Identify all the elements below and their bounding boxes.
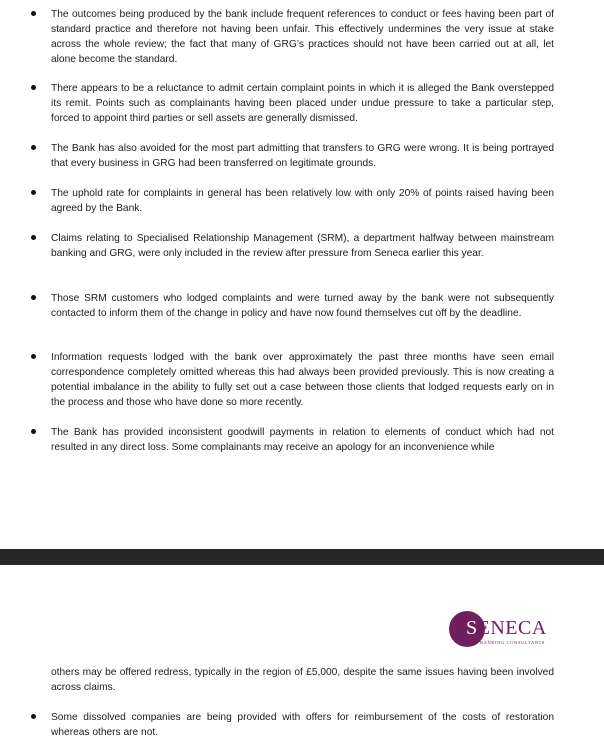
logo-wordmark: SENECA — [466, 617, 547, 639]
bullet-text: There appears to be a reluctance to admit certain complaint points in which it is alleged the Bank overstepped its remit. Points such as complainants having been placed under undue pressure to take a particular step, forced to appoint third parties or sell assets are generally dismissed. — [51, 83, 554, 124]
bullet-text: The Bank has also avoided for the most part admitting that transfers to GRG were wrong. It is being portrayed that every business in GRG had been transferred on legitimate grounds. — [51, 143, 554, 169]
document-page-2 — [0, 565, 604, 753]
bullet-icon — [31, 429, 36, 434]
bullet-text: Information requests lodged with the bank over approximately the past three months have seen email correspondence completely omitted whereas this had always been provided previously. This is now creating a potential imbalance in the ability to fully set out a case between those clients that lodged requests early on in the process and those who have done so more recently. — [51, 352, 554, 408]
page-divider — [0, 549, 604, 565]
bullet-text: Claims relating to Specialised Relationship Management (SRM), a department halfway between mainstream banking and GRG, were only included in the review after pressure from Seneca earlier this year. — [51, 233, 554, 259]
bullet-text: The Bank has provided inconsistent goodwill payments in relation to elements of conduct which had not resulted in any direct loss. Some complainants may receive an apology for an inconvenience while — [51, 427, 554, 453]
bullet-icon — [31, 190, 36, 195]
bullet-text: Those SRM customers who lodged complaints and were turned away by the bank were not subsequently contacted to inform them of the change in policy and have now found themselves cut off by the deadline. — [51, 293, 554, 319]
bullet-icon — [31, 714, 36, 719]
continuation-text: others may be offered redress, typically in the region of £5,000, despite the same issues having been involved across claims. — [51, 667, 554, 693]
bullet-icon — [31, 145, 36, 150]
bullet-text: Some dissolved companies are being provided with offers for reimbursement of the costs of restoration whereas others are not. — [51, 712, 554, 738]
bullet-icon — [31, 235, 36, 240]
bullet-text: The outcomes being produced by the bank include frequent references to conduct or fees having been part of standard practice and therefore not having been unfair. This effectively undermines the very issue at stake across the whole review; the fact that many of GRG’s practices should not have been carried out at all, let alone become the standard. — [51, 9, 554, 65]
logo-subtitle: BANKING CONSULTANTS — [480, 640, 546, 645]
bullet-icon — [31, 295, 36, 300]
bullet-icon — [31, 354, 36, 359]
bullet-icon — [31, 11, 36, 16]
bullet-icon — [31, 85, 36, 90]
bullet-text: The uphold rate for complaints in general has been relatively low with only 20% of points raised having been agreed by the Bank. — [51, 188, 554, 214]
seneca-logo — [449, 611, 559, 651]
